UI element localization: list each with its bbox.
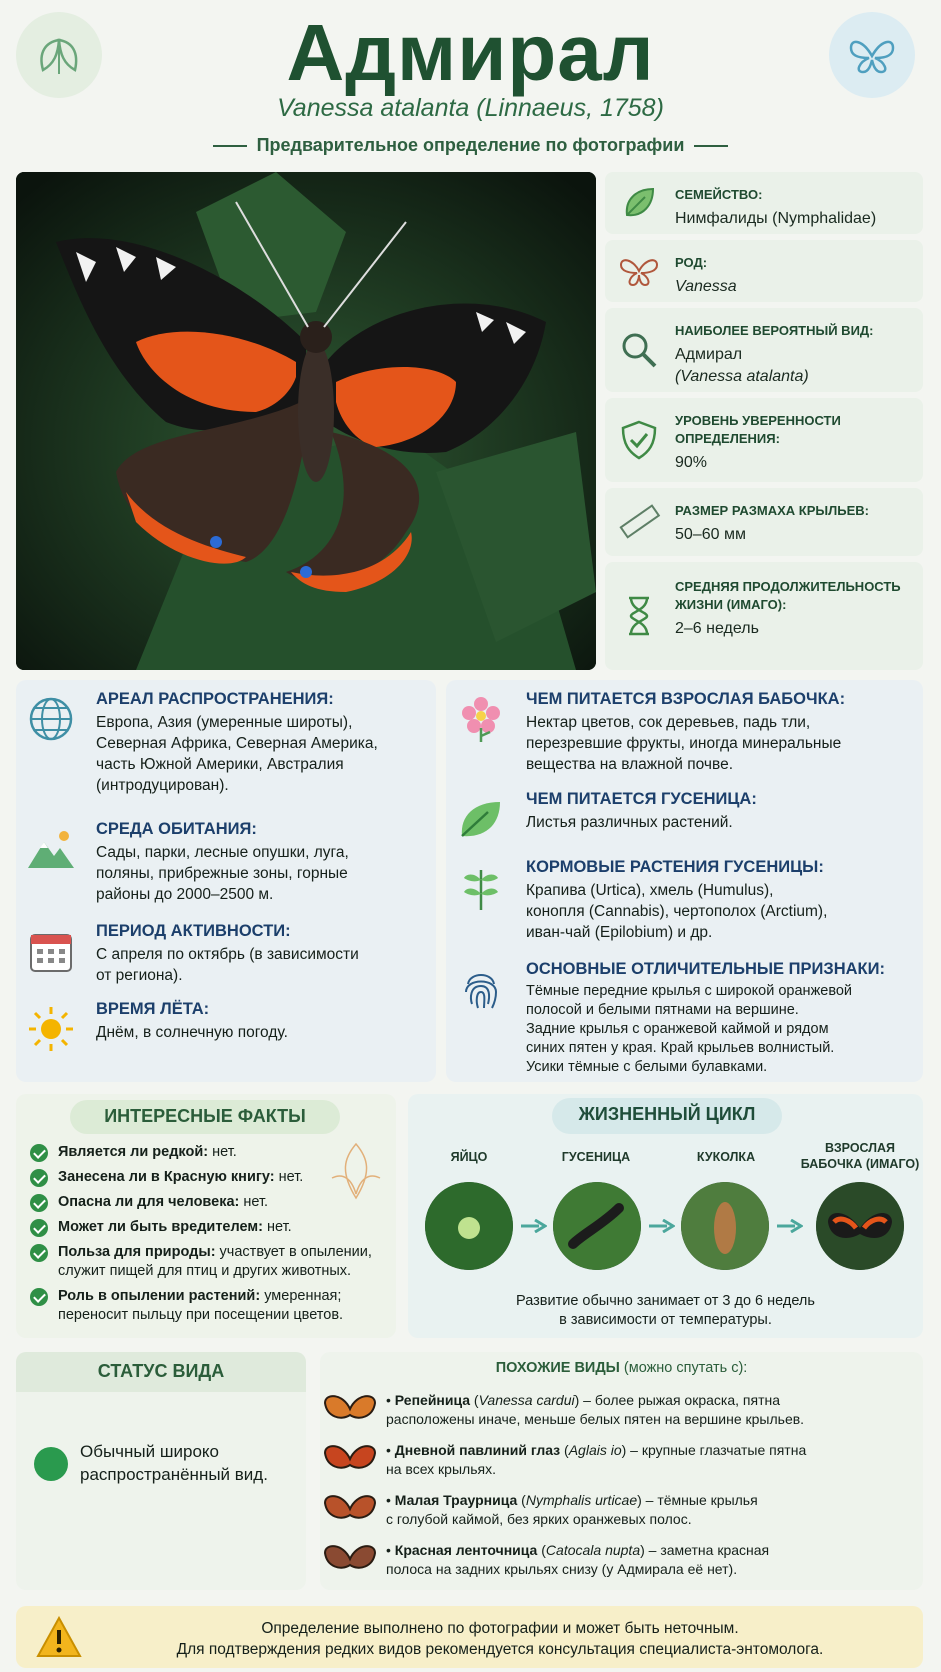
butterfly-photo [16, 172, 596, 670]
lifecycle-note: Развитие обычно занимает от 3 до 6 недель в зависимости от температуры. [516, 1293, 815, 1328]
leaf-icon [617, 181, 661, 225]
stage-label-egg: ЯЙЦО [450, 1150, 488, 1164]
stage-pupa-image [681, 1182, 769, 1270]
page-subtitle: Предварительное определение по фотографии [0, 135, 941, 156]
check-icon [30, 1288, 48, 1306]
stage-label-caterpillar: ГУСЕНИЦА [561, 1150, 631, 1164]
lifecycle-heading: ЖИЗНЕННЫЙ ЦИКЛ [578, 1104, 756, 1124]
activity-section: ПЕРИОД АКТИВНОСТИ: С апреля по октябрь (в зависимости от региона). [16, 922, 436, 992]
info-wingspan: РАЗМЕР РАЗМАХА КРЫЛЬЕВ: 50–60 мм [605, 488, 923, 556]
flight-time-section: ВРЕМЯ ЛЁТА: Днём, в солнечную погоду. [16, 1000, 436, 1060]
status-text: Обычный широко распространённый вид. [80, 1442, 268, 1484]
check-icon [30, 1169, 48, 1187]
adult-food-section: ЧЕМ ПИТАЕТСЯ ВЗРОСЛАЯ БАБОЧКА: Нектар цветов, сок деревьев, падь тли, перезревшие фрукты, иногда минеральные вещества на влажной почве. [446, 690, 923, 780]
fingerprint-icon [456, 964, 506, 1014]
page-title: Адмирал [286, 8, 655, 97]
stage-adult-image [816, 1182, 904, 1270]
habitat-section: СРЕДА ОБИТАНИЯ: Сады, парки, лесные опушки, луга, поляны, прибрежные зоны, горные районы до 2000–2500 м. [16, 820, 436, 910]
caterpillar-food-section: ЧЕМ ПИТАЕТСЯ ГУСЕНИЦА: Листья различных растений. [446, 790, 923, 844]
globe-icon [26, 694, 76, 744]
calendar-icon [26, 926, 76, 976]
shield-check-icon [617, 418, 661, 462]
facts-heading: ИНТЕРЕСНЫЕ ФАКТЫ [104, 1106, 306, 1126]
stage-label-adult: ВЗРОСЛАЯ БАБОЧКА (ИМАГО) [800, 1141, 920, 1171]
disclaimer-text: Определение выполнено по фотографии и может быть неточным. Для подтверждения редких видов рекомендуется консультация специалиста-энтомолога. [176, 1620, 824, 1658]
stage-egg-image [425, 1182, 513, 1270]
stage-label-pupa: КУКОЛКА [696, 1150, 756, 1164]
ruler-icon [617, 500, 661, 544]
check-icon [30, 1194, 48, 1212]
info-species: НАИБОЛЕЕ ВЕРОЯТНЫЙ ВИД: Адмирал (Vanessa atalanta) [605, 308, 923, 392]
stage-caterpillar-image [553, 1182, 641, 1270]
info-family: СЕМЕЙСТВО: Нимфалиды (Nymphalidae) [605, 172, 923, 234]
features-section: ОСНОВНЫЕ ОТЛИЧИТЕЛЬНЫЕ ПРИЗНАКИ: Тёмные передние крылья с широкой оранжевой полосой и белыми пятнами на вершине. Задние крылья с оранжевой каймой и рядом синих пятен у края. Край крыльев волнистый. Усики тёмные с белыми булавками. [446, 960, 923, 1078]
status-heading: СТАТУС ВИДА [97, 1361, 225, 1381]
check-icon [30, 1219, 48, 1237]
plant-icon [456, 862, 506, 912]
info-lifespan: СРЕДНЯЯ ПРОДОЛЖИТЕЛЬНОСТЬ ЖИЗНИ (ИМАГО): 2–6 недель [605, 562, 923, 670]
arrow-right-icon [777, 1219, 803, 1233]
latin-name: Vanessa atalanta (Linnaeus, 1758) [277, 94, 664, 122]
magnifier-icon [617, 328, 661, 372]
range-section: АРЕАЛ РАСПРОСТРАНЕНИЯ: Европа, Азия (умеренные широты), Северная Африка, Северная Америка, часть Южной Америки, Австралия (интродуцирован). [16, 690, 436, 800]
hourglass-icon [617, 594, 661, 638]
info-genus: РОД: Vanessa [605, 240, 923, 302]
butterfly-icon [617, 249, 661, 293]
butterfly-thumb-icon [323, 1489, 377, 1525]
similar-heading: ПОХОЖИЕ ВИДЫ (можно спутать с): [495, 1360, 748, 1376]
leaf-food-icon [456, 794, 506, 844]
mountains-icon [26, 824, 76, 874]
butterfly-thumb-icon [323, 1439, 377, 1475]
check-icon [30, 1144, 48, 1162]
butterfly-thumb-icon [323, 1389, 377, 1425]
sun-icon [26, 1004, 76, 1054]
status-dot [34, 1447, 68, 1481]
arrow-right-icon [521, 1219, 547, 1233]
arrow-right-icon [649, 1219, 675, 1233]
check-icon [30, 1244, 48, 1262]
butterfly-thumb-icon [323, 1539, 377, 1575]
host-plants-section: КОРМОВЫЕ РАСТЕНИЯ ГУСЕНИЦЫ: Крапива (Urtica), хмель (Humulus), конопля (Cannabis), чертополох (Arctium), иван-чай (Epilobium) и др. [446, 858, 923, 948]
flower-icon [456, 694, 506, 744]
warning-icon [36, 1616, 82, 1658]
info-confidence: УРОВЕНЬ УВЕРЕННОСТИ ОПРЕДЕЛЕНИЯ: 90% [605, 398, 923, 482]
